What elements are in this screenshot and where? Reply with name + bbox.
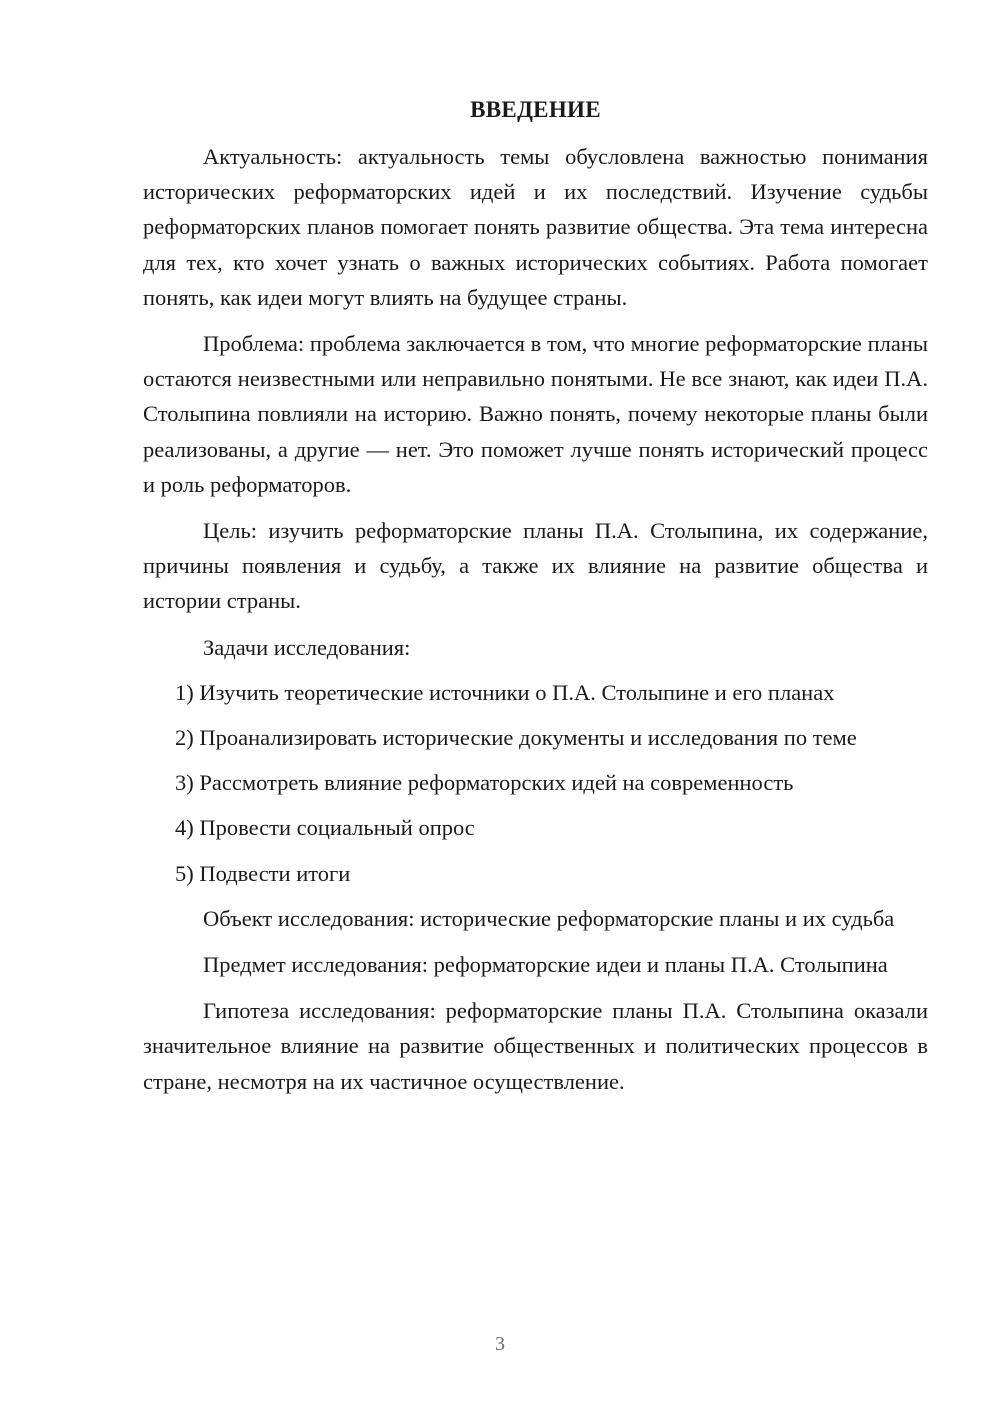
document-page: [143, 92, 928, 1110]
task-item: 5) Подвести итоги: [175, 860, 351, 886]
problem-paragraph: Проблема: проблема заключается в том, что многие реформаторские планы остаются неизвестными или неправильно понятыми. Не все знают, как идеи П.А. Столыпина повлияли на историю. Важно понять, почему некоторые планы были реализованы, а другие — нет. Это поможет лучше понять исторический процесс и роль реформаторов.: [143, 331, 928, 497]
subject-paragraph: Предмет исследования: реформаторские идеи и планы П.А. Столыпина: [203, 952, 888, 978]
goal-paragraph: Цель: изучить реформаторские планы П.А. Столыпина, их содержание, причины появления и судьбу, а также их влияние на развитие общества и истории страны.: [143, 518, 928, 614]
page-number: 3: [495, 1333, 505, 1355]
task-item: 2) Проанализировать исторические документы и исследования по теме: [175, 725, 857, 751]
task-item: 1) Изучить теоретические источники о П.А. Столыпине и его планах: [175, 679, 835, 705]
object-paragraph: Объект исследования: исторические реформаторские планы и их судьба: [203, 905, 895, 931]
task-item: 4) Провести социальный опрос: [175, 815, 475, 841]
hypothesis-paragraph: Гипотеза исследования: реформаторские планы П.А. Столыпина оказали значительное влияние на развитие общественных и политических процессов в стране, несмотря на их частичное осуществление.: [143, 998, 928, 1094]
task-item: 3) Рассмотреть влияние реформаторских идей на современность: [175, 770, 794, 796]
tasks-title: Задачи исследования:: [203, 634, 411, 660]
section-heading: ВВЕДЕНИЕ: [470, 97, 601, 122]
relevance-paragraph: Актуальность: актуальность темы обусловлена важностью понимания исторических реформаторских идей и их последствий. Изучение судьбы реформаторских планов помогает понять развитие общества. Эта тема интересна для тех, кто хочет узнать о важных исторических событиях. Работа помогает понять, как идеи могут влиять на будущее страны.: [143, 144, 928, 310]
tasks-list: [143, 675, 928, 891]
